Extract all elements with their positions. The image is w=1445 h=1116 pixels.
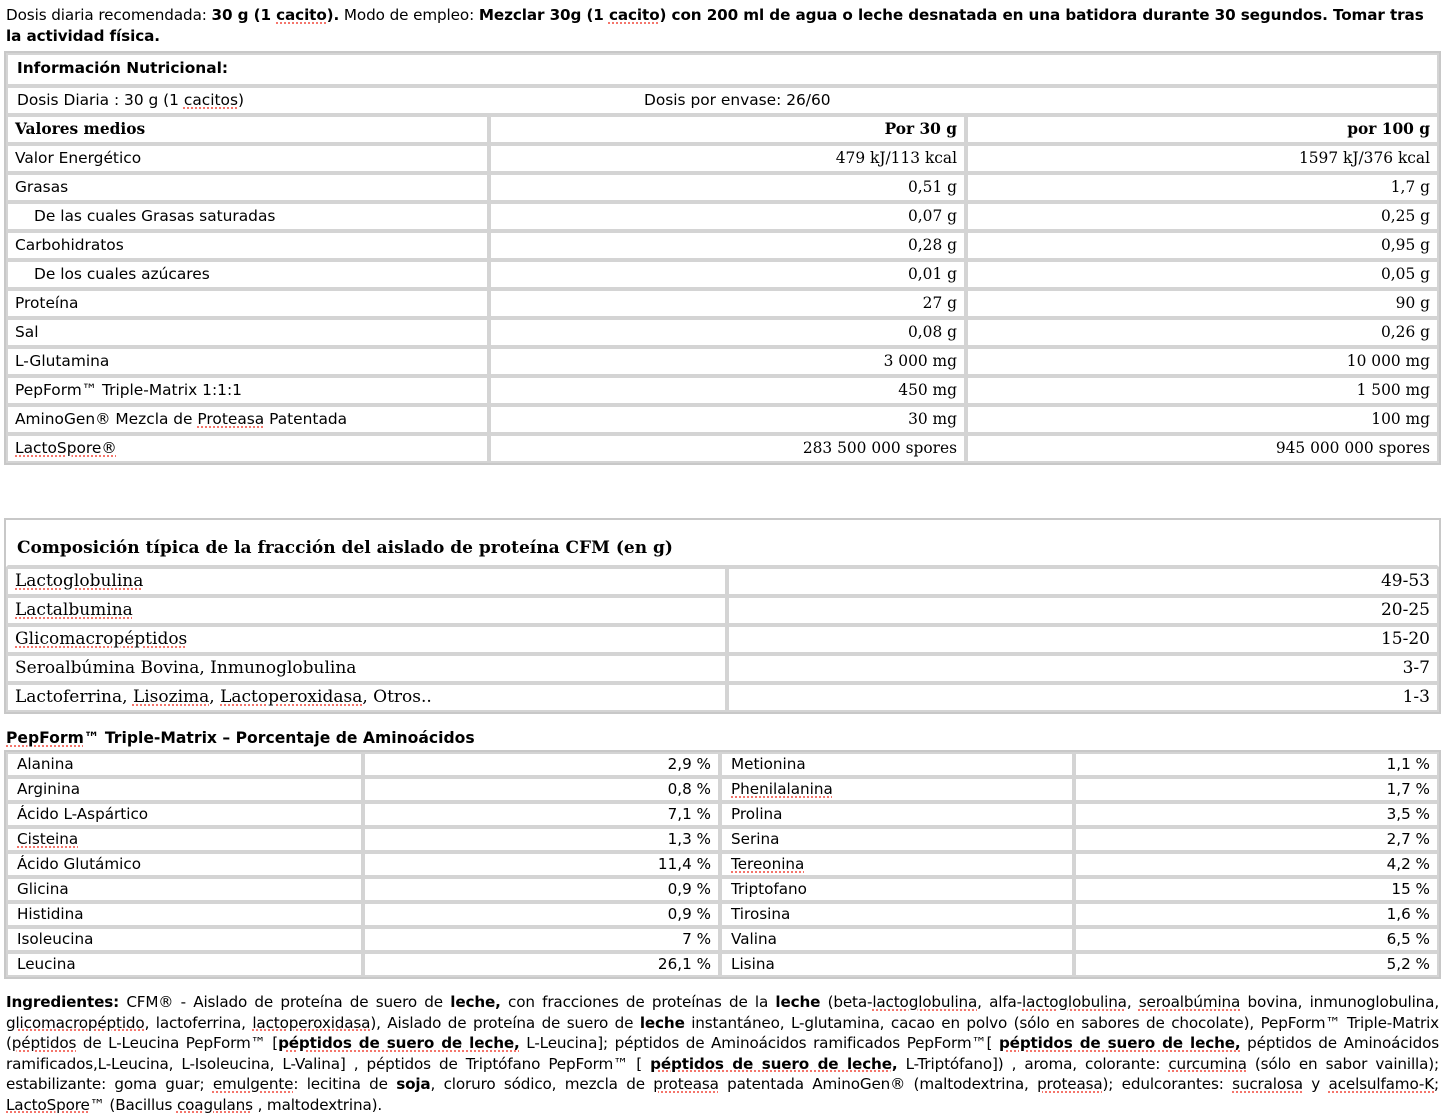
amino-name-right: Prolina bbox=[720, 802, 1074, 827]
cfm-fraction-name: Lactoglobulina bbox=[6, 567, 727, 596]
amino-value-left: 0,9 % bbox=[363, 877, 720, 902]
amino-value-left: 2,9 % bbox=[363, 752, 720, 777]
nutrition-header-row bbox=[6, 115, 1439, 144]
amino-value-right: 1,6 % bbox=[1074, 902, 1439, 927]
servings-per-container: Dosis por envase: 26/60 bbox=[644, 91, 831, 109]
nutrition-dose-row bbox=[6, 86, 1439, 115]
cfm-fraction-name: Lactalbumina bbox=[6, 596, 727, 625]
nutrition-title: Información Nutricional: bbox=[6, 53, 1439, 86]
cfm-title: Composición típica de la fracción del aislado de proteína CFM (en g) bbox=[6, 520, 1439, 567]
amino-name-left: Arginina bbox=[6, 777, 363, 802]
amino-value-left: 11,4 % bbox=[363, 852, 720, 877]
table-row bbox=[6, 347, 1439, 376]
nutrient-name: L-Glutamina bbox=[6, 347, 489, 376]
amino-table-body bbox=[6, 752, 1439, 977]
column-header-per100: por 100 g bbox=[966, 115, 1439, 144]
nutrient-per30: 283 500 000 spores bbox=[489, 434, 966, 463]
amino-value-right: 4,2 % bbox=[1074, 852, 1439, 877]
table-row bbox=[6, 231, 1439, 260]
amino-name-left: Isoleucina bbox=[6, 927, 363, 952]
dose-info-cell bbox=[6, 86, 1439, 115]
nutrient-per100: 945 000 000 spores bbox=[966, 434, 1439, 463]
cfm-fraction-value: 49-53 bbox=[727, 567, 1439, 596]
usage-instructions: Mezclar 30g (1 cacito) con 200 ml de agua o leche desnatada en una batidora durante 30 segundos. Tomar tras la actividad física. bbox=[6, 6, 1424, 45]
nutrient-per30: 0,28 g bbox=[489, 231, 966, 260]
amino-value-right: 15 % bbox=[1074, 877, 1439, 902]
table-row bbox=[6, 654, 1439, 683]
cfm-fraction-value: 3-7 bbox=[727, 654, 1439, 683]
table-row bbox=[6, 877, 1439, 902]
table-row bbox=[6, 144, 1439, 173]
nutrient-per30: 0,08 g bbox=[489, 318, 966, 347]
amino-value-left: 0,9 % bbox=[363, 902, 720, 927]
amino-value-right: 5,2 % bbox=[1074, 952, 1439, 977]
column-header-name: Valores medios bbox=[6, 115, 489, 144]
table-row bbox=[6, 777, 1439, 802]
nutrition-table-body bbox=[6, 53, 1439, 463]
amino-acid-table bbox=[4, 750, 1441, 979]
cfm-table-body bbox=[6, 520, 1439, 712]
nutrient-name: De los cuales azúcares bbox=[6, 260, 489, 289]
nutrient-name: Carbohidratos bbox=[6, 231, 489, 260]
table-row bbox=[6, 927, 1439, 952]
nutrient-per100: 0,05 g bbox=[966, 260, 1439, 289]
amino-name-left: Leucina bbox=[6, 952, 363, 977]
amino-name-left: Histidina bbox=[6, 902, 363, 927]
amino-acid-section-title: PepForm™ Triple-Matrix – Porcentaje de Aminoácidos bbox=[6, 729, 475, 747]
amino-value-left: 7,1 % bbox=[363, 802, 720, 827]
table-row bbox=[6, 852, 1439, 877]
cfm-fraction-name: Lactoferrina, Lisozima, Lactoperoxidasa, Otros.. bbox=[6, 683, 727, 712]
table-row bbox=[6, 173, 1439, 202]
amino-name-right: Tereonina bbox=[720, 852, 1074, 877]
nutrient-per100: 10 000 mg bbox=[966, 347, 1439, 376]
amino-value-right: 3,5 % bbox=[1074, 802, 1439, 827]
nutrient-name: Grasas bbox=[6, 173, 489, 202]
nutrient-per30: 27 g bbox=[489, 289, 966, 318]
table-row bbox=[6, 752, 1439, 777]
nutrient-per30: 0,07 g bbox=[489, 202, 966, 231]
dosage-instructions bbox=[6, 5, 1439, 47]
nutrient-per100: 0,95 g bbox=[966, 231, 1439, 260]
amino-name-left: Ácido L-Aspártico bbox=[6, 802, 363, 827]
nutrient-per30: 30 mg bbox=[489, 405, 966, 434]
cfm-fraction-name: Seroalbúmina Bovina, Inmunoglobulina bbox=[6, 654, 727, 683]
amino-name-left: Ácido Glutámico bbox=[6, 852, 363, 877]
amino-value-right: 1,7 % bbox=[1074, 777, 1439, 802]
amino-name-right: Valina bbox=[720, 927, 1074, 952]
amino-value-right: 6,5 % bbox=[1074, 927, 1439, 952]
table-row bbox=[6, 260, 1439, 289]
usage-label: Modo de empleo: bbox=[339, 6, 479, 24]
cfm-fraction-name: Glicomacropéptidos bbox=[6, 625, 727, 654]
table-row bbox=[6, 902, 1439, 927]
amino-name-right: Lisina bbox=[720, 952, 1074, 977]
ingredients-label: Ingredientes: bbox=[6, 993, 120, 1011]
table-row bbox=[6, 289, 1439, 318]
amino-name-right: Serina bbox=[720, 827, 1074, 852]
table-row bbox=[6, 405, 1439, 434]
nutrient-name: Valor Energético bbox=[6, 144, 489, 173]
table-row bbox=[6, 376, 1439, 405]
table-row bbox=[6, 802, 1439, 827]
amino-value-left: 26,1 % bbox=[363, 952, 720, 977]
cfm-fraction-value: 20-25 bbox=[727, 596, 1439, 625]
nutrition-facts-table bbox=[4, 51, 1441, 465]
ingredients-paragraph: Ingredientes: CFM® - Aislado de proteína de suero de leche, con fracciones de proteínas de la leche (beta-lactoglobulina, alfa-lactoglobulina, seroalbúmina bovina, inmunoglobulina, glicomacropéptido, lactoferrina, lactoperoxidasa), Aislado de proteína de suero de leche instantáneo, L-glutamina, cacao en polvo (sólo en sabores de chocolate), PepForm™ Triple-Matrix (péptidos de L-Leucina PepForm™ [péptidos de suero de leche, L-Leucina]; péptidos de Aminoácidos ramificados PepForm™[ péptidos de suero de leche, péptidos de Aminoácidos ramificados,L-Leucina, L-Isoleucina, L-Valina] , péptidos de Triptófano PepForm™ [ péptidos de suero de leche, L-Triptófano]) , aroma, colorante: curcumina (sólo en sabor vainilla); estabilizante: goma guar; emulgente: lecitina de soja, cloruro sódico, mezcla de proteasa patentada AminoGen® (maltodextrina, proteasa); edulcorantes: sucralosa y acelsulfamo-K; LactoSpore™ (Bacillus coagulans , maltodextrina). bbox=[6, 993, 1440, 1114]
cfm-fraction-value: 1-3 bbox=[727, 683, 1439, 712]
nutrient-per100: 90 g bbox=[966, 289, 1439, 318]
nutrient-name: PepForm™ Triple-Matrix 1:1:1 bbox=[6, 376, 489, 405]
amino-value-right: 2,7 % bbox=[1074, 827, 1439, 852]
table-row bbox=[6, 625, 1439, 654]
cfm-composition-table bbox=[4, 518, 1441, 714]
amino-name-right: Triptofano bbox=[720, 877, 1074, 902]
table-row bbox=[6, 952, 1439, 977]
nutrient-per30: 450 mg bbox=[489, 376, 966, 405]
dosage-amount: 30 g (1 cacito). bbox=[211, 6, 340, 24]
nutrient-per100: 1597 kJ/376 kcal bbox=[966, 144, 1439, 173]
cfm-fraction-value: 15-20 bbox=[727, 625, 1439, 654]
nutrient-per30: 0,01 g bbox=[489, 260, 966, 289]
nutrient-per100: 1,7 g bbox=[966, 173, 1439, 202]
nutrient-name: De las cuales Grasas saturadas bbox=[6, 202, 489, 231]
amino-name-right: Phenilalanina bbox=[720, 777, 1074, 802]
nutrient-name: Proteína bbox=[6, 289, 489, 318]
table-row bbox=[6, 596, 1439, 625]
nutrient-per100: 100 mg bbox=[966, 405, 1439, 434]
daily-dose-text: Dosis Diaria : 30 g (1 cacitos) bbox=[17, 91, 244, 109]
table-row bbox=[6, 827, 1439, 852]
table-row bbox=[6, 202, 1439, 231]
nutrient-per30: 479 kJ/113 kcal bbox=[489, 144, 966, 173]
nutrient-per100: 0,25 g bbox=[966, 202, 1439, 231]
nutrient-per100: 1 500 mg bbox=[966, 376, 1439, 405]
nutrient-name: AminoGen® Mezcla de Proteasa Patentada bbox=[6, 405, 489, 434]
table-row bbox=[6, 318, 1439, 347]
amino-name-right: Tirosina bbox=[720, 902, 1074, 927]
nutrient-per100: 0,26 g bbox=[966, 318, 1439, 347]
column-header-per30: Por 30 g bbox=[489, 115, 966, 144]
amino-name-right: Metionina bbox=[720, 752, 1074, 777]
nutrient-name: LactoSpore® bbox=[6, 434, 489, 463]
table-row bbox=[6, 683, 1439, 712]
amino-value-left: 7 % bbox=[363, 927, 720, 952]
amino-value-left: 1,3 % bbox=[363, 827, 720, 852]
amino-name-left: Glicina bbox=[6, 877, 363, 902]
nutrient-per30: 0,51 g bbox=[489, 173, 966, 202]
table-row bbox=[6, 434, 1439, 463]
amino-name-left: Alanina bbox=[6, 752, 363, 777]
amino-value-right: 1,1 % bbox=[1074, 752, 1439, 777]
amino-value-left: 0,8 % bbox=[363, 777, 720, 802]
nutrient-name: Sal bbox=[6, 318, 489, 347]
nutrition-title-row bbox=[6, 53, 1439, 86]
nutrient-per30: 3 000 mg bbox=[489, 347, 966, 376]
cfm-title-row bbox=[6, 520, 1439, 567]
table-row bbox=[6, 567, 1439, 596]
amino-name-left: Cisteina bbox=[6, 827, 363, 852]
dosage-prefix: Dosis diaria recomendada: bbox=[6, 6, 212, 24]
